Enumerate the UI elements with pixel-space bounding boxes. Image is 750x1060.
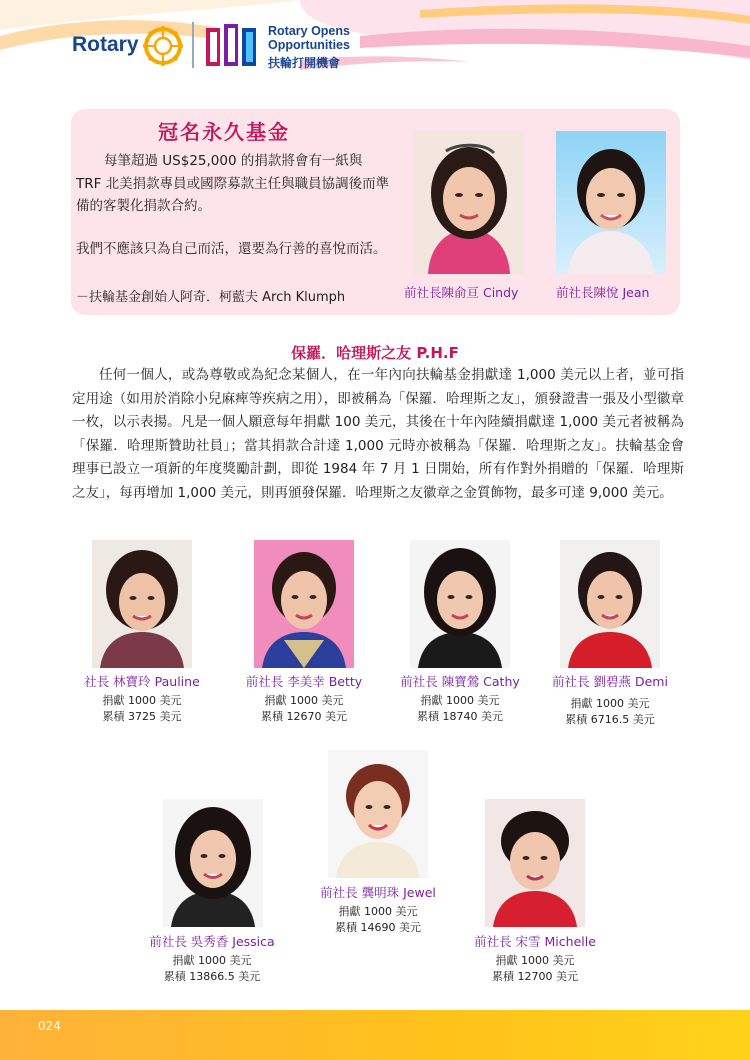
member-photo-jewel [328, 750, 428, 878]
member-name-michelle: 前社長 宋雪 Michelle [474, 934, 596, 949]
member-donation-jessica: 捐獻 1000 美元 [172, 954, 252, 967]
rotary-opens-chinese: 扶輪打開機會 [268, 56, 341, 70]
member-photo-pauline [92, 540, 192, 668]
member-donation-cathy: 捐獻 1000 美元 [420, 694, 500, 707]
member-donation-demi: 捐獻 1000 美元 [570, 697, 650, 710]
member-total-jessica: 累積 13866.5 美元 [163, 970, 261, 983]
member-donation-pauline: 捐獻 1000 美元 [102, 694, 182, 707]
member-total-michelle: 累積 12700 美元 [492, 970, 578, 983]
member-photo-demi [560, 540, 660, 668]
footer-bar [0, 1010, 750, 1060]
member-total-jewel: 累積 14690 美元 [335, 921, 421, 934]
rotary-opens-logo-text [268, 24, 350, 52]
endowment-fund-paragraph-1: 每筆超過 US$25,000 的捐款將會有一紙與 TRF 北美捐款專員或國際募款主任與職員協調後而準備的客製化捐款合約。 [76, 153, 390, 214]
rotary-opens-line1: Rotary Opens [268, 24, 350, 38]
member-name-jessica: 前社長 吳秀香 Jessica [149, 934, 275, 949]
phf-section-title: 保羅．哈理斯之友 P.H.F [291, 344, 459, 362]
member-donation-betty: 捐獻 1000 美元 [264, 694, 344, 707]
member-total-cathy: 累積 18740 美元 [417, 710, 503, 723]
phf-section-body: 任何一個人，或為尊敬或為紀念某個人，在一年內向扶輪基金捐獻達 1,000 美元以上者，並可指定用途（如用於消除小兒麻痺等疾病之用），即被稱為「保羅．哈理斯之友」，頒發證書一張及小型徽章一枚，以示表揚。凡是一個人願意每年捐獻 100 美元，其後在十年內陸續捐獻達 1,000 美元者被稱為「保羅．哈理斯贊助社員」；當其捐款合計達 1,000 元時亦被稱為「保羅．哈理斯之友」。扶輪基金會理事已設立一項新的年度獎勵計劃，即從 1984 年 7 月 1 日開始，所有作對外捐贈的「保羅．哈理斯之友」，每再增加 1,000 美元，則再頒發保羅．哈理斯之友徽章之金質飾物，最多可達 9,000 美元。 [72, 367, 684, 501]
member-photo-betty [254, 540, 354, 668]
page-number: 024 [38, 1019, 61, 1033]
portrait-caption-jean: 前社長陳悅 Jean [556, 285, 650, 300]
member-donation-michelle: 捐獻 1000 美元 [495, 954, 575, 967]
member-name-jewel: 前社長 龔明珠 Jewel [320, 885, 436, 900]
endowment-fund-quote: －扶輪基金創始人阿奇．柯藍夫 Arch Klumph [76, 290, 346, 305]
portrait-photo-jean [556, 131, 666, 274]
member-total-betty: 累積 12670 美元 [261, 710, 347, 723]
portrait-photo-cindy [414, 131, 524, 274]
rotary-opens-line2: Opportunities [268, 38, 350, 52]
member-photo-michelle [485, 799, 585, 927]
member-photo-cathy [410, 540, 510, 668]
member-total-pauline: 累積 3725 美元 [102, 710, 182, 723]
member-name-cathy: 前社長 陳寶鶯 Cathy [400, 674, 520, 689]
endowment-fund-title: 冠名永久基金 [158, 120, 290, 144]
member-total-demi: 累積 6716.5 美元 [565, 713, 655, 726]
member-name-pauline: 社長 林寶玲 Pauline [84, 674, 200, 689]
rotary-logo-text: Rotary [72, 33, 139, 56]
member-photo-jessica [163, 799, 263, 927]
member-name-demi: 前社長 劉碧燕 Demi [552, 674, 668, 689]
rotary-wheel-icon [142, 25, 184, 67]
portrait-caption-cindy: 前社長陳俞亘 Cindy [404, 285, 519, 300]
endowment-fund-paragraph-2: 我們不應該只為自己而活，還要為行善的喜悅而活。 [76, 241, 387, 257]
doors-logo-icon [205, 24, 257, 68]
logo-separator [192, 22, 194, 68]
member-donation-jewel: 捐獻 1000 美元 [338, 905, 418, 918]
member-name-betty: 前社長 李美幸 Betty [245, 674, 363, 689]
